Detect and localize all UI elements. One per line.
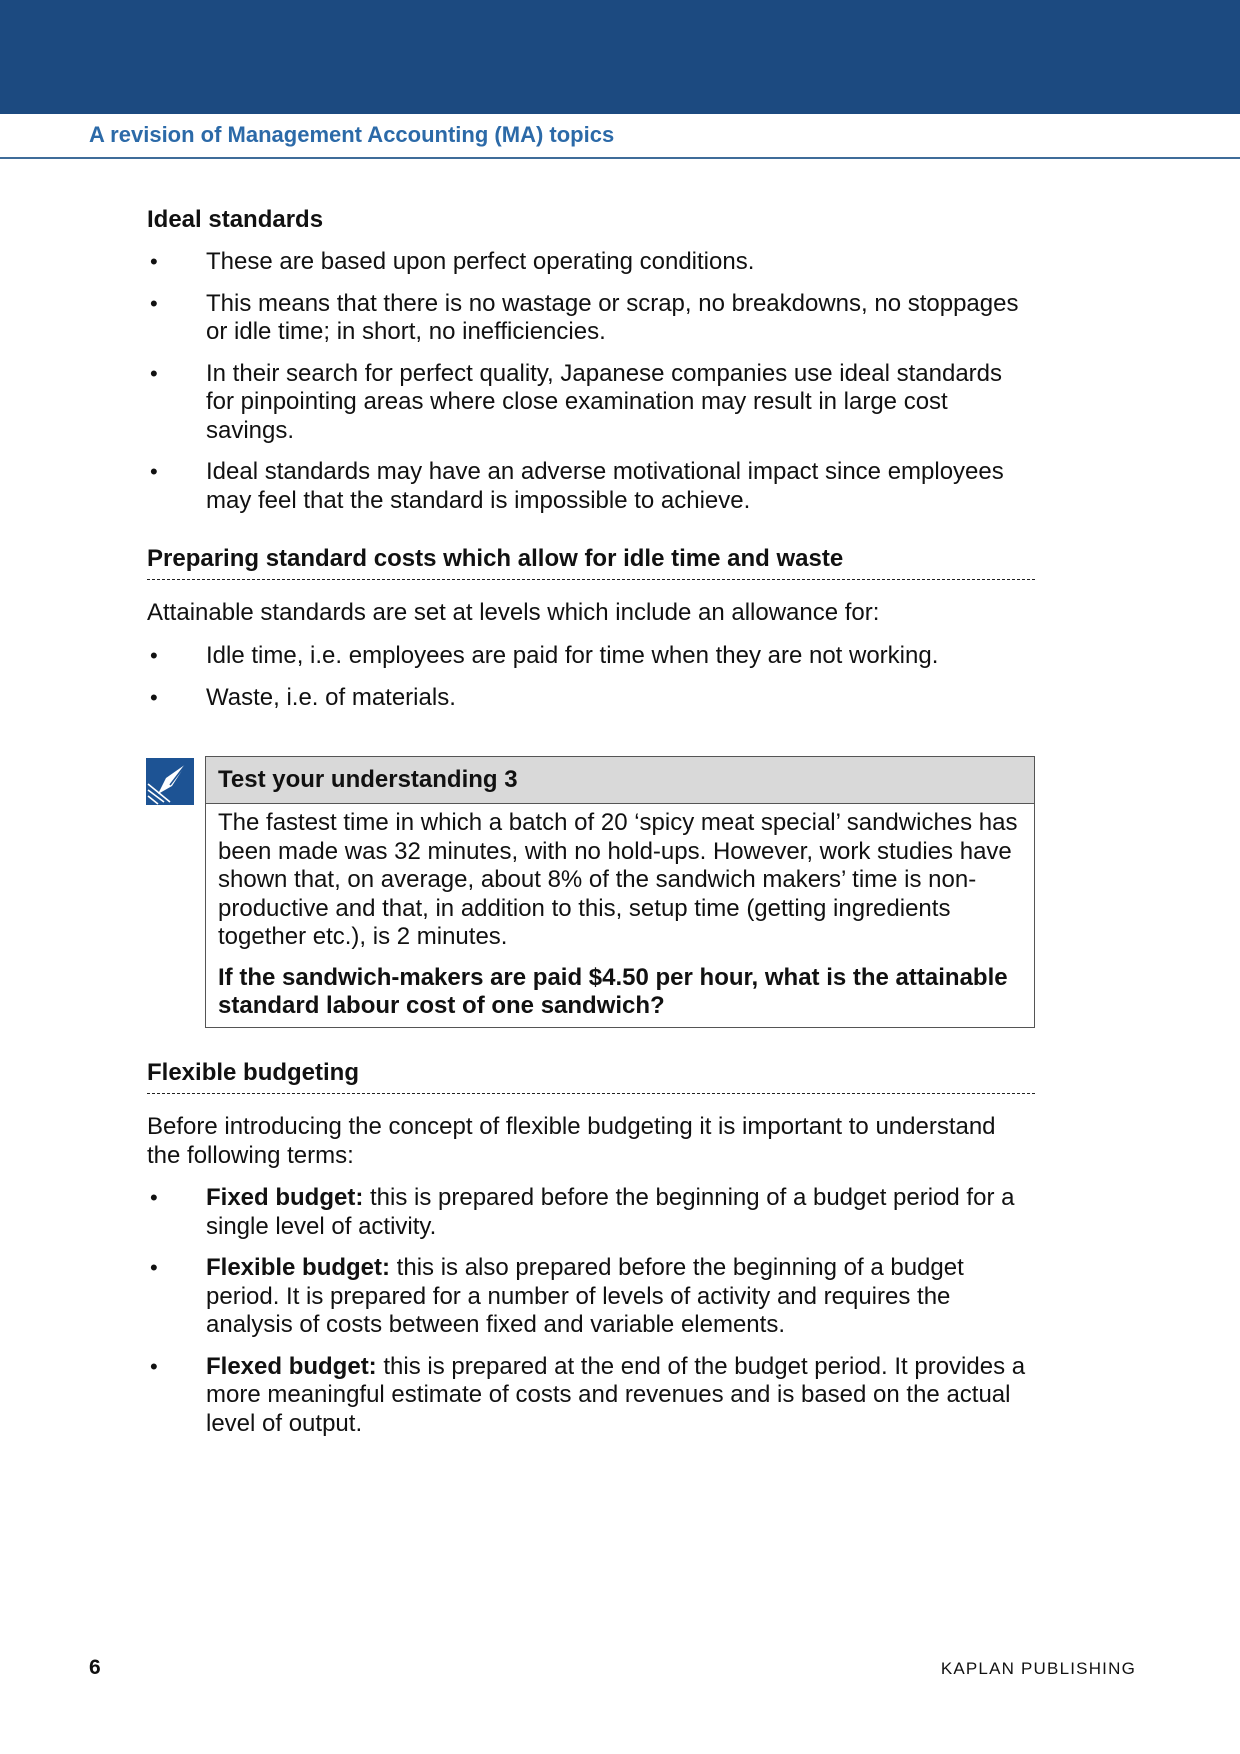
page-content bbox=[147, 206, 1035, 713]
budget-terms-list bbox=[147, 1184, 1035, 1438]
list-item bbox=[147, 1184, 1035, 1241]
idle-time-heading: Preparing standard costs which allow for idle time and waste bbox=[147, 545, 1035, 580]
publisher-name: KAPLAN PUBLISHING bbox=[940, 1659, 1136, 1678]
page-number: 6 bbox=[89, 1656, 101, 1679]
running-head: A revision of Management Accounting (MA) topics bbox=[89, 122, 615, 147]
header-rule bbox=[0, 157, 1240, 159]
test-your-understanding-body bbox=[206, 804, 1034, 1027]
list-item: • In their search for perfect quality, Japanese companies use ideal standards for pinpointing areas where close examination may result in large cost savings. bbox=[147, 360, 1035, 446]
term-label: Flexed budget: bbox=[206, 1352, 377, 1380]
flexible-budgeting-intro: Before introducing the concept of flexible budgeting it is important to understand the following terms: bbox=[147, 1113, 996, 1169]
idle-time-list bbox=[147, 642, 1035, 713]
list-item: • Ideal standards may have an adverse motivational impact since employees may feel that the standard is impossible to achieve. bbox=[147, 458, 1035, 515]
test-your-understanding-title: Test your understanding 3 bbox=[206, 757, 1034, 804]
list-item: • Waste, i.e. of materials. bbox=[147, 684, 1035, 713]
list-item: • These are based upon perfect operating conditions. bbox=[147, 248, 1035, 277]
term-definition: this is also prepared before the beginning of a budget period. It is prepared for a number of levels of activity and requires the analysis of costs between fixed and variable elements. bbox=[206, 1254, 964, 1338]
ideal-standards-heading: Ideal standards bbox=[147, 206, 324, 233]
list-item: • This means that there is no wastage or scrap, no breakdowns, no stoppages or idle time; in short, no inefficiencies. bbox=[147, 290, 1035, 347]
term-label: Flexible budget: bbox=[206, 1254, 391, 1281]
list-item: • Idle time, i.e. employees are paid for time when they are not working. bbox=[147, 642, 1035, 671]
tyu-scenario: The fastest time in which a batch of 20 ‘spicy meat special’ sandwiches has been made was 32 minutes, with no hold-ups. However, work studies have shown that, on average, about 8% of the sandwich makers’ time is non-productive and that, in addition to this, setup time (getting ingredients together etc.), is 2 minutes. bbox=[218, 809, 1018, 950]
list-item bbox=[147, 1353, 1035, 1439]
test-your-understanding-box bbox=[205, 756, 1035, 1028]
list-item bbox=[147, 1254, 1035, 1340]
idle-time-intro: Attainable standards are set at levels which include an allowance for: bbox=[147, 599, 880, 626]
header-band bbox=[0, 0, 1240, 114]
flexible-budgeting-section bbox=[147, 1059, 1035, 1438]
flexible-budgeting-heading: Flexible budgeting bbox=[147, 1059, 1035, 1094]
pen-nib-icon bbox=[146, 758, 194, 805]
ideal-standards-list bbox=[147, 248, 1035, 515]
tyu-question: If the sandwich-makers are paid $4.50 per hour, what is the attainable standard labour cost of one sandwich? bbox=[218, 963, 1008, 1019]
term-definition: this is prepared at the end of the budget period. It provides a more meaningful estimate of costs and revenues and is based on the actual level of output. bbox=[206, 1352, 1026, 1437]
term-label: Fixed budget: bbox=[206, 1184, 364, 1211]
term-definition: this is prepared before the beginning of a budget period for a single level of activity. bbox=[206, 1184, 1015, 1240]
